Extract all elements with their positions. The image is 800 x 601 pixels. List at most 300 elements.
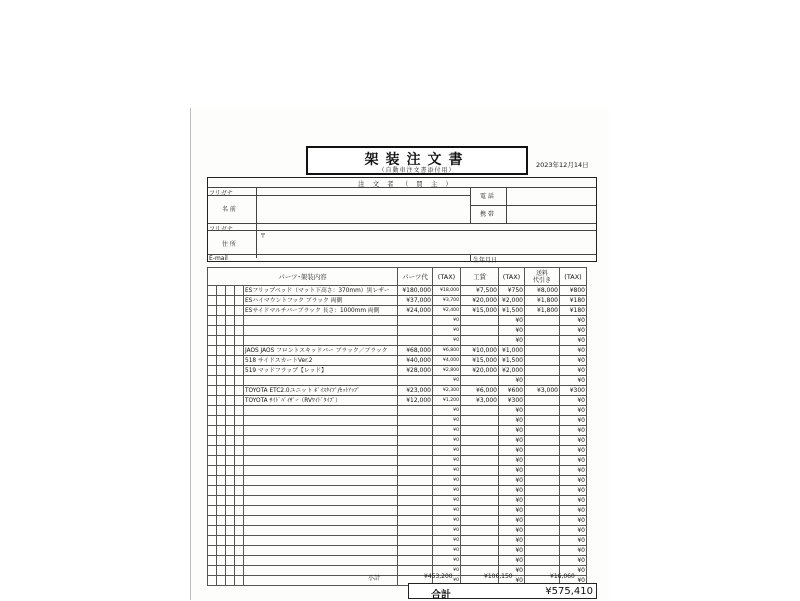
parts-price	[398, 496, 433, 506]
checkbox-cell	[208, 486, 217, 496]
shipping-tax: ¥0	[560, 536, 587, 546]
customer-section-title: 注 文 者 （ 買 主 ）	[358, 180, 455, 188]
table-row	[208, 556, 587, 566]
checkbox-cell	[217, 356, 226, 366]
labor-tax: ¥0	[499, 326, 525, 336]
parts-price: ¥40,000	[398, 356, 433, 366]
labor-price	[461, 426, 499, 436]
checkbox-cell	[235, 336, 244, 346]
shipping-price	[525, 436, 560, 446]
parts-tax: ¥0	[433, 466, 461, 476]
parts-tax: ¥0	[433, 436, 461, 446]
header-shipping: 送料 代引き	[525, 268, 560, 286]
parts-tax: ¥4,000	[433, 356, 461, 366]
checkbox-cell	[226, 316, 235, 326]
shipping-price	[525, 376, 560, 386]
checkbox-cell	[217, 396, 226, 406]
parts-tax: ¥0	[433, 446, 461, 456]
checkbox-cell	[235, 386, 244, 396]
labor-tax: ¥0	[499, 556, 525, 566]
checkbox-cell	[235, 366, 244, 376]
table-row	[208, 356, 587, 366]
checkbox-cell	[217, 426, 226, 436]
checkbox-cell	[235, 296, 244, 306]
divider	[208, 223, 596, 224]
header-labor: 工賃	[461, 268, 499, 286]
checkbox-cell	[235, 516, 244, 526]
parts-price	[398, 536, 433, 546]
checkbox-cell	[235, 476, 244, 486]
item-description	[244, 546, 398, 556]
checkbox-cell	[226, 296, 235, 306]
labor-price	[461, 416, 499, 426]
checkbox-cell	[226, 476, 235, 486]
mobile-label: 携 帯	[480, 211, 494, 218]
grand-total-value: ¥575,410	[545, 586, 593, 597]
checkbox-cell	[235, 526, 244, 536]
parts-price	[398, 466, 433, 476]
checkbox-cell	[235, 376, 244, 386]
labor-tax: ¥0	[499, 426, 525, 436]
checkbox-cell	[217, 416, 226, 426]
labor-tax: ¥0	[499, 416, 525, 426]
checkbox-cell	[226, 346, 235, 356]
item-description	[244, 486, 398, 496]
parts-tax: ¥0	[433, 406, 461, 416]
checkbox-cell	[226, 536, 235, 546]
table-row	[208, 546, 587, 556]
table-row	[208, 346, 587, 356]
labor-price	[461, 316, 499, 326]
parts-price	[398, 336, 433, 346]
parts-tax: ¥0	[433, 526, 461, 536]
table-row	[208, 506, 587, 516]
item-description	[244, 326, 398, 336]
parts-price	[398, 416, 433, 426]
checkbox-cell	[226, 576, 235, 586]
shipping-tax: ¥0	[560, 346, 587, 356]
labor-tax: ¥0	[499, 316, 525, 326]
checkbox-cell	[226, 466, 235, 476]
checkbox-cell	[235, 556, 244, 566]
shipping-tax: ¥0	[560, 366, 587, 376]
labor-tax: ¥0	[499, 456, 525, 466]
parts-price	[398, 546, 433, 556]
parts-price	[398, 326, 433, 336]
shipping-tax: ¥0	[560, 476, 587, 486]
table-row	[208, 486, 587, 496]
item-description: 518 サイドスカートVer.2	[244, 356, 398, 366]
checkbox-cell	[208, 566, 217, 576]
checkbox-cell	[235, 426, 244, 436]
order-table	[207, 267, 587, 586]
shipping-tax: ¥0	[560, 426, 587, 436]
shipping-price	[525, 546, 560, 556]
checkbox-cell	[226, 356, 235, 366]
grand-total-box	[408, 583, 597, 599]
shipping-price	[525, 456, 560, 466]
item-description	[244, 376, 398, 386]
shipping-tax: ¥0	[560, 326, 587, 336]
item-description	[244, 526, 398, 536]
checkbox-cell	[217, 466, 226, 476]
table-row	[208, 296, 587, 306]
table-row	[208, 406, 587, 416]
item-description: ESサイドマルチバーブラック 長さ：1000mm 両側	[244, 306, 398, 316]
labor-tax: ¥0	[499, 546, 525, 556]
parts-tax: ¥0	[433, 456, 461, 466]
checkbox-cell	[208, 456, 217, 466]
parts-price: ¥68,000	[398, 346, 433, 356]
parts-tax: ¥0	[433, 566, 461, 576]
labor-tax: ¥600	[499, 386, 525, 396]
header-shipping-tax: (TAX)	[560, 268, 587, 286]
subtotal-label: 小計	[368, 575, 381, 582]
labor-tax: ¥1,500	[499, 306, 525, 316]
checkbox-cell	[208, 446, 217, 456]
shipping-price	[525, 476, 560, 486]
checkbox-cell	[226, 306, 235, 316]
email-label: E-mail	[209, 255, 228, 262]
checkbox-cell	[226, 336, 235, 346]
checkbox-cell	[217, 326, 226, 336]
labor-tax: ¥0	[499, 376, 525, 386]
table-row	[208, 396, 587, 406]
checkbox-cell	[208, 536, 217, 546]
labor-price	[461, 466, 499, 476]
labor-price	[461, 406, 499, 416]
checkbox-cell	[235, 396, 244, 406]
parts-tax: ¥0	[433, 316, 461, 326]
checkbox-cell	[208, 296, 217, 306]
divider	[208, 254, 596, 255]
shipping-tax: ¥180	[560, 296, 587, 306]
checkbox-cell	[235, 486, 244, 496]
labor-price: ¥20,000	[461, 296, 499, 306]
labor-tax: ¥0	[499, 486, 525, 496]
checkbox-cell	[217, 316, 226, 326]
checkbox-cell	[208, 556, 217, 566]
shipping-tax: ¥300	[560, 386, 587, 396]
table-row	[208, 336, 587, 346]
labor-tax: ¥1,500	[499, 356, 525, 366]
checkbox-cell	[226, 516, 235, 526]
parts-tax: ¥1,200	[433, 396, 461, 406]
parts-price	[398, 446, 433, 456]
parts-tax: ¥0	[433, 426, 461, 436]
item-description: 519 マッドフラップ【レッド】	[244, 366, 398, 376]
labor-price	[461, 516, 499, 526]
labor-price	[461, 536, 499, 546]
checkbox-cell	[235, 566, 244, 576]
shipping-price	[525, 346, 560, 356]
checkbox-cell	[226, 496, 235, 506]
checkbox-cell	[208, 286, 217, 296]
checkbox-cell	[235, 406, 244, 416]
checkbox-cell	[208, 346, 217, 356]
labor-price: ¥3,000	[461, 396, 499, 406]
checkbox-cell	[226, 506, 235, 516]
parts-price: ¥24,000	[398, 306, 433, 316]
labor-tax: ¥0	[499, 566, 525, 576]
checkbox-cell	[235, 416, 244, 426]
birthdate-label: 生年月日	[473, 257, 498, 264]
customer-section	[207, 177, 597, 262]
checkbox-cell	[226, 556, 235, 566]
labor-subtotal: ¥106,150	[484, 573, 513, 580]
item-description	[244, 316, 398, 326]
checkbox-cell	[226, 566, 235, 576]
parts-tax: ¥18,000	[433, 286, 461, 296]
parts-price	[398, 556, 433, 566]
parts-tax: ¥0	[433, 416, 461, 426]
labor-price: ¥6,000	[461, 386, 499, 396]
checkbox-cell	[226, 436, 235, 446]
table-row	[208, 316, 587, 326]
table-row	[208, 326, 587, 336]
checkbox-cell	[217, 536, 226, 546]
labor-tax: ¥0	[499, 446, 525, 456]
shipping-price	[525, 316, 560, 326]
item-description	[244, 536, 398, 546]
item-description	[244, 476, 398, 486]
table-row	[208, 466, 587, 476]
shipping-price	[525, 416, 560, 426]
table-row	[208, 386, 587, 396]
parts-tax: ¥3,700	[433, 296, 461, 306]
checkbox-cell	[208, 386, 217, 396]
parts-tax: ¥0	[433, 536, 461, 546]
labor-price: ¥15,000	[461, 356, 499, 366]
checkbox-cell	[226, 456, 235, 466]
checkbox-cell	[208, 516, 217, 526]
shipping-tax: ¥0	[560, 496, 587, 506]
labor-tax: ¥1,000	[499, 346, 525, 356]
table-row	[208, 456, 587, 466]
shipping-price	[525, 516, 560, 526]
shipping-tax: ¥0	[560, 316, 587, 326]
shipping-tax: ¥0	[560, 466, 587, 476]
labor-price: ¥7,500	[461, 286, 499, 296]
shipping-tax: ¥0	[560, 486, 587, 496]
shipping-price	[525, 496, 560, 506]
checkbox-cell	[208, 366, 217, 376]
address-label: 住 所	[222, 241, 236, 248]
checkbox-cell	[217, 556, 226, 566]
checkbox-cell	[217, 366, 226, 376]
labor-tax: ¥0	[499, 506, 525, 516]
checkbox-cell	[235, 356, 244, 366]
checkbox-cell	[208, 396, 217, 406]
checkbox-cell	[235, 306, 244, 316]
shipping-tax: ¥180	[560, 306, 587, 316]
checkbox-cell	[226, 396, 235, 406]
shipping-tax: ¥0	[560, 406, 587, 416]
labor-price	[461, 556, 499, 566]
table-row	[208, 536, 587, 546]
divider	[208, 187, 596, 188]
parts-price	[398, 486, 433, 496]
checkbox-cell	[208, 326, 217, 336]
shipping-price	[525, 446, 560, 456]
parts-price	[398, 406, 433, 416]
labor-tax: ¥750	[499, 286, 525, 296]
checkbox-cell	[208, 356, 217, 366]
checkbox-cell	[235, 506, 244, 516]
header-parts: パーツ･架装内容	[208, 268, 398, 286]
item-description	[244, 446, 398, 456]
checkbox-cell	[217, 386, 226, 396]
shipping-price	[525, 396, 560, 406]
item-description	[244, 466, 398, 476]
parts-tax: ¥0	[433, 326, 461, 336]
labor-price	[461, 546, 499, 556]
labor-price: ¥10,000	[461, 346, 499, 356]
divider	[208, 230, 596, 231]
labor-tax: ¥300	[499, 396, 525, 406]
parts-tax: ¥0	[433, 516, 461, 526]
phone-label: 電 話	[480, 193, 494, 200]
labor-tax: ¥0	[499, 526, 525, 536]
checkbox-cell	[208, 526, 217, 536]
labor-tax: ¥0	[499, 466, 525, 476]
checkbox-cell	[217, 486, 226, 496]
shipping-price: ¥3,000	[525, 386, 560, 396]
checkbox-cell	[208, 476, 217, 486]
shipping-tax: ¥0	[560, 556, 587, 566]
labor-price	[461, 496, 499, 506]
document-subtitle: （自動車注文書添付用）	[378, 167, 456, 174]
title-box	[306, 146, 528, 175]
labor-tax: ¥0	[499, 336, 525, 346]
checkbox-cell	[235, 576, 244, 586]
checkbox-cell	[208, 426, 217, 436]
item-description	[244, 416, 398, 426]
checkbox-cell	[217, 286, 226, 296]
checkbox-cell	[217, 506, 226, 516]
checkbox-cell	[217, 526, 226, 536]
labor-tax: ¥0	[499, 496, 525, 506]
parts-tax: ¥0	[433, 576, 461, 586]
labor-price: ¥20,000	[461, 366, 499, 376]
shipping-subtotal: ¥16,060	[550, 573, 575, 580]
table-row	[208, 306, 587, 316]
parts-price: ¥180,000	[398, 286, 433, 296]
parts-tax: ¥0	[433, 546, 461, 556]
shipping-tax: ¥0	[560, 506, 587, 516]
checkbox-cell	[217, 456, 226, 466]
labor-price	[461, 476, 499, 486]
checkbox-cell	[235, 496, 244, 506]
checkbox-cell	[226, 546, 235, 556]
checkbox-cell	[235, 436, 244, 446]
checkbox-cell	[208, 336, 217, 346]
table-row	[208, 446, 587, 456]
shipping-tax: ¥0	[560, 526, 587, 536]
item-description: ESハイマウントフック ブラック 両側	[244, 296, 398, 306]
shipping-price	[525, 326, 560, 336]
item-description	[244, 556, 398, 566]
parts-price	[398, 426, 433, 436]
divider	[470, 254, 471, 262]
item-description	[244, 436, 398, 446]
parts-price	[398, 456, 433, 466]
checkbox-cell	[235, 546, 244, 556]
shipping-tax: ¥0	[560, 566, 587, 576]
checkbox-cell	[217, 496, 226, 506]
parts-tax: ¥0	[433, 506, 461, 516]
parts-price	[398, 436, 433, 446]
shipping-price	[525, 526, 560, 536]
checkbox-cell	[217, 376, 226, 386]
shipping-price	[525, 536, 560, 546]
item-description	[244, 516, 398, 526]
item-description	[244, 336, 398, 346]
header-labor-tax: (TAX)	[499, 268, 525, 286]
labor-price	[461, 436, 499, 446]
labor-price	[461, 456, 499, 466]
labor-tax: ¥0	[499, 436, 525, 446]
grand-total-label: 合計	[431, 590, 451, 601]
labor-price	[461, 486, 499, 496]
parts-tax: ¥0	[433, 376, 461, 386]
checkbox-cell	[217, 346, 226, 356]
header-parts-tax: (TAX)	[433, 268, 461, 286]
checkbox-cell	[217, 436, 226, 446]
shipping-price	[525, 556, 560, 566]
item-description: TOYOTA ｻｲﾄﾞﾊﾞｲｻﾞｰ（RVﾜｲﾄﾞﾀｲﾌﾟ）	[244, 396, 398, 406]
shipping-tax: ¥0	[560, 546, 587, 556]
table-row	[208, 526, 587, 536]
postal-mark: 〒	[260, 233, 267, 240]
checkbox-cell	[217, 336, 226, 346]
checkbox-cell	[235, 456, 244, 466]
checkbox-cell	[208, 496, 217, 506]
item-description: TOYOTA ETC2.0ユニット ﾎﾞｲｽﾀｲﾌﾟ/ｾｯﾄｱｯﾌﾟ	[244, 386, 398, 396]
labor-price	[461, 376, 499, 386]
furigana-label-2: フリガナ	[209, 226, 233, 233]
checkbox-cell	[235, 326, 244, 336]
parts-price: ¥37,000	[398, 296, 433, 306]
item-description	[244, 426, 398, 436]
checkbox-cell	[235, 286, 244, 296]
checkbox-cell	[226, 386, 235, 396]
checkbox-cell	[226, 526, 235, 536]
item-description	[244, 496, 398, 506]
table-row	[208, 416, 587, 426]
checkbox-cell	[226, 286, 235, 296]
shipping-tax: ¥0	[560, 376, 587, 386]
shipping-price: ¥1,800	[525, 306, 560, 316]
checkbox-cell	[217, 546, 226, 556]
item-description	[244, 406, 398, 416]
parts-subtotal: ¥453,200	[424, 573, 453, 580]
shipping-tax: ¥0	[560, 516, 587, 526]
checkbox-cell	[235, 316, 244, 326]
labor-tax: ¥0	[499, 476, 525, 486]
labor-price	[461, 326, 499, 336]
table-row	[208, 496, 587, 506]
labor-price	[461, 336, 499, 346]
shipping-tax: ¥0	[560, 436, 587, 446]
labor-tax: ¥2,000	[499, 366, 525, 376]
parts-price	[398, 516, 433, 526]
checkbox-cell	[217, 296, 226, 306]
labor-price	[461, 526, 499, 536]
labor-tax: ¥0	[499, 576, 525, 586]
checkbox-cell	[226, 326, 235, 336]
parts-price	[398, 376, 433, 386]
